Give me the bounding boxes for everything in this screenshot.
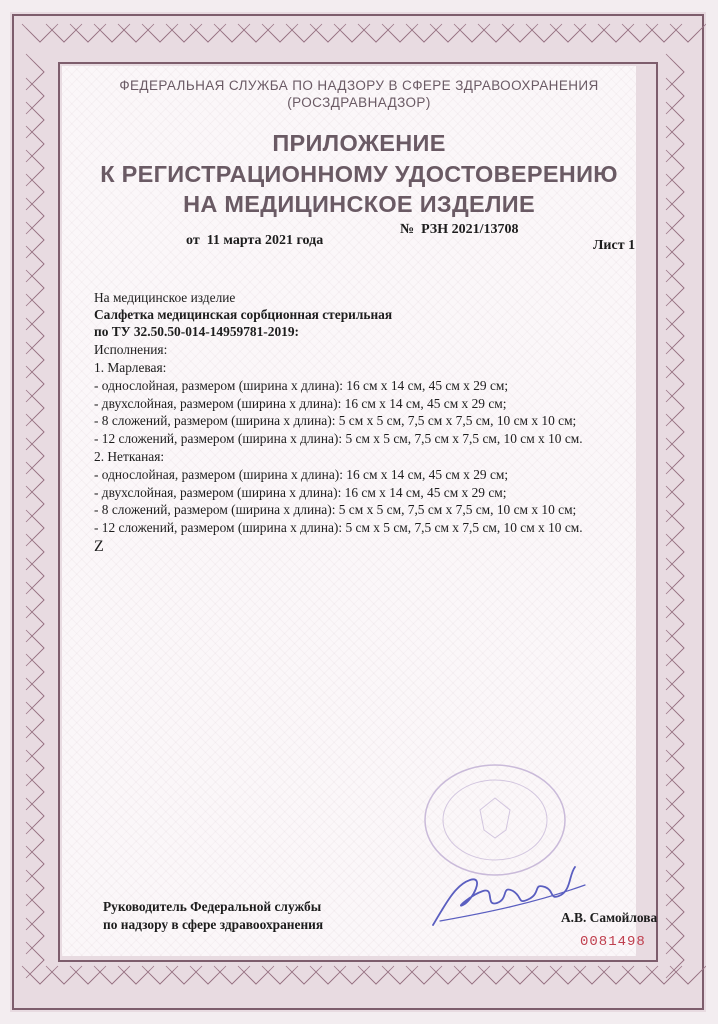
end-mark: Z: [94, 538, 104, 555]
agency-name: ФЕДЕРАЛЬНАЯ СЛУЖБА ПО НАДЗОРУ В СФЕРЕ ЗДРАВООХРАНЕНИЯ: [119, 78, 599, 93]
group1-item: - 12 сложений, размером (ширина х длина): 5 см х 5 см, 7,5 см х 7,5 см, 10 см х 10 см.: [94, 431, 583, 446]
signatory-position-line1: Руководитель Федеральной службы: [103, 899, 322, 914]
group2-title: 2. Нетканая:: [94, 449, 165, 464]
intro-text: На медицинское изделие: [94, 290, 236, 305]
group1-item: - 8 сложений, размером (ширина х длина): 5 см х 5 см, 7,5 см х 7,5 см, 10 см х 10 см;: [94, 413, 577, 428]
group2-item: - двухслойная, размером (ширина х длина): 16 см х 14 см, 45 см х 29 см;: [94, 485, 507, 500]
signatory-position-line2: по надзору в сфере здравоохранения: [103, 917, 324, 932]
sheet-number: Лист 1: [593, 238, 636, 253]
product-name-line2: по ТУ 32.50.50-014-14959781-2019:: [94, 324, 299, 339]
issue-date-prefix: от: [186, 233, 200, 248]
signatory-name: А.В. Самойлова: [561, 910, 658, 925]
registration-number-prefix: №: [400, 222, 415, 237]
group2-item: - 12 сложений, размером (ширина х длина): 5 см х 5 см, 7,5 см х 7,5 см, 10 см х 10 см.: [94, 520, 583, 535]
group1-item: - однослойная, размером (ширина х длина): 16 см х 14 см, 45 см х 29 см;: [94, 378, 509, 393]
group2-item: - 8 сложений, размером (ширина х длина): 5 см х 5 см, 7,5 см х 7,5 см, 10 см х 10 см;: [94, 502, 577, 517]
group1-item: - двухслойная, размером (ширина х длина): 16 см х 14 см, 45 см х 29 см;: [94, 396, 507, 411]
issue-date: [186, 233, 323, 249]
document-title-line1: ПРИЛОЖЕНИЕ: [272, 130, 446, 156]
group2-item: - однослойная, размером (ширина х длина): 16 см х 14 см, 45 см х 29 см;: [94, 467, 509, 482]
registration-number: [400, 222, 518, 238]
document-title-line2: К РЕГИСТРАЦИОННОМУ УДОСТОВЕРЕНИЮ: [100, 161, 618, 187]
issue-date-value: 11 марта 2021 года: [206, 233, 324, 248]
registration-number-value: РЗН 2021/13708: [421, 222, 519, 237]
agency-abbreviation: (РОСЗДРАВНАДЗОР): [287, 95, 431, 110]
document-title-line3: НА МЕДИЦИНСКОЕ ИЗДЕЛИЕ: [183, 191, 535, 217]
variants-label: Исполнения:: [94, 342, 168, 357]
serial-number: 0081498: [580, 934, 646, 950]
group1-title: 1. Марлевая:: [94, 360, 167, 375]
product-name-line1: Салфетка медицинская сорбционная стерильная: [94, 307, 393, 322]
